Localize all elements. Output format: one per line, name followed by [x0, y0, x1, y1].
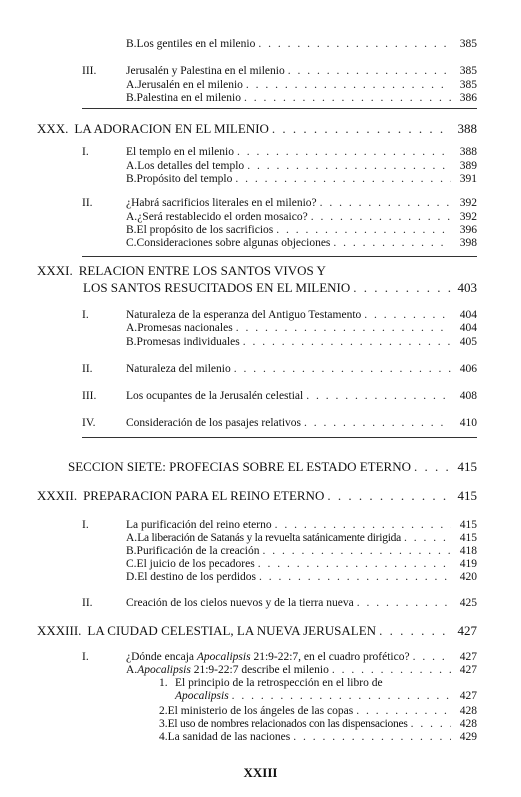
entry-number: B. [126, 92, 137, 104]
toc-entry [126, 518, 477, 532]
section-divider [82, 108, 477, 109]
leader-dots [357, 596, 451, 610]
roman-numeral: III. [82, 390, 97, 402]
entry-page: 388 [457, 121, 477, 136]
chapter-title: LA CIUDAD CELESTIAL, LA NUEVA JERUSALEN [87, 623, 377, 638]
entry-page: 396 [459, 224, 477, 236]
entry-number: 2. [159, 705, 168, 717]
entry-text: La liberación de Satanás y la revuelta satánicamente dirigida [137, 532, 402, 544]
leader-dots [246, 78, 451, 92]
entry-text-part: 21:9-22:7 describe el milenio [190, 664, 329, 676]
leader-dots [232, 689, 451, 703]
roman-numeral: I. [82, 519, 89, 531]
section-title: SECCION SIETE: PROFECIAS SOBRE EL ESTADO ETERNO [68, 459, 411, 474]
entry-number: D. [126, 571, 138, 583]
leader-dots [353, 281, 451, 295]
entry-text [137, 663, 329, 677]
toc-entry [126, 544, 477, 558]
leader-dots [413, 650, 451, 664]
toc-entry [126, 172, 477, 186]
entry-number: C. [126, 558, 137, 570]
entry-page: 427 [459, 651, 477, 663]
entry-text: Los detalles del templo [137, 160, 245, 172]
leader-dots [234, 362, 451, 376]
entry-text: La sanidad de las naciones [167, 731, 291, 743]
leader-dots [262, 544, 451, 558]
entry-page: 419 [459, 558, 477, 570]
entry-page: 408 [459, 390, 477, 402]
entry-text: ¿Habrá sacrificios literales en el milenio? [126, 197, 317, 209]
roman-numeral: III. [82, 65, 97, 77]
toc-entry [159, 676, 477, 690]
entry-page: 415 [459, 519, 477, 531]
toc-entry [126, 663, 477, 677]
leader-dots [320, 196, 451, 210]
leader-dots [332, 663, 451, 677]
chapter-heading-continued [83, 281, 477, 295]
roman-numeral: I. [82, 309, 89, 321]
entry-page: 389 [459, 160, 477, 172]
leader-dots [304, 416, 451, 430]
leader-dots [364, 308, 451, 322]
entry-text: El destino de los perdidos [137, 571, 257, 583]
entry-page: 429 [459, 731, 477, 743]
entry-text [126, 650, 410, 664]
page-number: XXIII [243, 765, 278, 780]
entry-number: C. [126, 237, 137, 249]
entry-page: 391 [459, 173, 477, 185]
entry-number: A. [126, 664, 138, 676]
entry-number: 3. [159, 718, 168, 730]
entry-page: 385 [459, 65, 477, 77]
entry-page: 425 [459, 597, 477, 609]
toc-entry [126, 362, 477, 376]
toc-entry [126, 531, 477, 545]
entry-text: Creación de los cielos nuevos y de la tierra nueva [126, 597, 354, 609]
entry-page: 392 [459, 197, 477, 209]
leader-dots [258, 37, 451, 51]
entry-text: Promesas nacionales [137, 322, 233, 334]
entry-number: B. [126, 336, 137, 348]
entry-page: 386 [459, 92, 477, 104]
chapter-title: LOS SANTOS RESUCITADOS EN EL MILENIO [83, 280, 351, 295]
entry-text: ¿Será restablecido el orden mosaico? [137, 211, 308, 223]
section-heading [68, 460, 477, 474]
leader-dots [288, 64, 451, 78]
entry-page: 427 [459, 690, 477, 702]
entry-number: A. [126, 79, 138, 91]
entry-page: 385 [459, 38, 477, 50]
leader-dots [311, 210, 451, 224]
entry-page: 404 [459, 322, 477, 334]
entry-page: 428 [459, 705, 477, 717]
entry-text: El propósito de los sacrificios [136, 224, 274, 236]
leader-dots [243, 335, 451, 349]
toc-entry [159, 717, 477, 731]
toc-entry [126, 570, 477, 584]
leader-dots [404, 531, 451, 545]
leader-dots [411, 717, 451, 731]
entry-text: Jerusalén y Palestina en el milenio [126, 65, 285, 77]
leader-dots [327, 489, 451, 503]
entry-number: 1. [159, 677, 168, 689]
entry-text: Naturaleza de la esperanza del Antiguo Testamento [126, 309, 362, 321]
entry-page: 415 [457, 459, 477, 474]
entry-page: 388 [459, 146, 477, 158]
entry-text: Palestina en el milenio [136, 92, 241, 104]
entry-text: Consideración de los pasajes relativos [126, 417, 302, 429]
toc-entry [126, 145, 477, 159]
chapter-title: RELACION ENTRE LOS SANTOS VIVOS Y [78, 263, 326, 278]
entry-page: 428 [459, 718, 477, 730]
entry-text: El uso de nombres relacionados con las dispensaciones [167, 718, 408, 730]
entry-page: 392 [459, 211, 477, 223]
entry-page: 403 [457, 280, 477, 295]
entry-number: B. [126, 224, 137, 236]
toc-entry [126, 78, 477, 92]
chapter-heading [37, 264, 477, 278]
leader-dots [237, 145, 451, 159]
toc-entry [126, 321, 477, 335]
entry-number: A. [126, 322, 138, 334]
toc-entry [126, 236, 477, 250]
toc-entry [126, 223, 477, 237]
roman-numeral: I. [82, 146, 89, 158]
toc-entry [126, 335, 477, 349]
entry-text: Propósito del templo [136, 173, 233, 185]
book-title: Apocalipsis [175, 690, 229, 702]
entry-page: 398 [459, 237, 477, 249]
toc-entry [126, 196, 477, 210]
entry-page: 420 [459, 571, 477, 583]
leader-dots [272, 122, 451, 136]
leader-dots [379, 624, 451, 638]
entry-text: Purificación de la creación [136, 545, 260, 557]
chapter-title: PREPARACION PARA EL REINO ETERNO [83, 488, 325, 503]
toc-entry [126, 210, 477, 224]
toc-entry [159, 704, 477, 718]
entry-text: La purificación del reino eterno [126, 519, 272, 531]
toc-entry-continued [175, 689, 477, 703]
toc-entry [126, 416, 477, 430]
book-title: Apocalipsis [137, 664, 191, 676]
roman-numeral: II. [82, 197, 93, 209]
entry-text: Promesas individuales [136, 336, 240, 348]
toc-entry [126, 596, 477, 610]
entry-text: Jerusalén en el milenio [137, 79, 243, 91]
entry-text: Los ocupantes de la Jerusalén celestial [126, 390, 304, 402]
roman-numeral: II. [82, 363, 93, 375]
toc-entry [126, 389, 477, 403]
entry-text: Naturaleza del milenio [126, 363, 231, 375]
leader-dots [236, 321, 451, 335]
entry-page: 418 [459, 545, 477, 557]
entry-number: B. [126, 38, 137, 50]
leader-dots [259, 570, 451, 584]
entry-number: A. [126, 211, 138, 223]
entry-number: A. [126, 160, 138, 172]
toc-entry [126, 64, 477, 78]
chapter-title: LA ADORACION EN EL MILENIO [74, 121, 269, 136]
roman-numeral: IV. [82, 417, 96, 429]
entry-text: Consideraciones sobre algunas objeciones [136, 237, 331, 249]
roman-numeral: I. [82, 651, 89, 663]
section-divider [82, 256, 477, 257]
entry-number: B. [126, 173, 137, 185]
entry-text-part: ¿Dónde encaja [126, 651, 197, 663]
toc-entry [126, 91, 477, 105]
section-divider [82, 437, 477, 438]
entry-page: 415 [457, 488, 477, 503]
entry-page: 427 [457, 623, 477, 638]
chapter-heading [37, 624, 477, 638]
entry-page: 415 [459, 532, 477, 544]
leader-dots [247, 159, 451, 173]
chapter-numeral: XXXIII. [37, 623, 82, 638]
entry-page: 406 [459, 363, 477, 375]
entry-text: El templo en el milenio [126, 146, 234, 158]
leader-dots [306, 389, 451, 403]
chapter-heading [37, 489, 477, 503]
entry-text: El principio de la retrospección en el libro de [175, 677, 383, 689]
leader-dots [293, 730, 451, 744]
leader-dots [414, 460, 451, 474]
leader-dots [275, 518, 451, 532]
entry-number: 4. [159, 731, 168, 743]
leader-dots [356, 704, 451, 718]
entry-page: 410 [459, 417, 477, 429]
entry-text: Los gentiles en el milenio [136, 38, 256, 50]
entry-page: 385 [459, 79, 477, 91]
toc-entry [159, 730, 477, 744]
book-title: Apocalipsis [196, 651, 251, 663]
toc-entry [126, 650, 477, 664]
chapter-numeral: XXXII. [37, 488, 78, 503]
entry-text: El juicio de los pecadores [136, 558, 255, 570]
chapter-numeral: XXX. [37, 121, 69, 136]
entry-page: 404 [459, 309, 477, 321]
chapter-numeral: XXXI. [37, 263, 73, 278]
entry-number: A. [126, 532, 138, 544]
leader-dots [258, 557, 451, 571]
entry-text: El ministerio de los ángeles de las copas [167, 705, 354, 717]
roman-numeral: II. [82, 597, 93, 609]
leader-dots [235, 172, 451, 186]
toc-entry [126, 159, 477, 173]
leader-dots [276, 223, 451, 237]
chapter-heading [37, 122, 477, 136]
leader-dots [244, 91, 451, 105]
entry-text-part: 21:9-22:7, en el cuadro profético? [250, 651, 410, 663]
toc-entry [126, 37, 477, 51]
entry-number: B. [126, 545, 137, 557]
toc-entry [126, 308, 477, 322]
entry-page: 427 [459, 664, 477, 676]
toc-entry [126, 557, 477, 571]
leader-dots [333, 236, 451, 250]
entry-page: 405 [459, 336, 477, 348]
